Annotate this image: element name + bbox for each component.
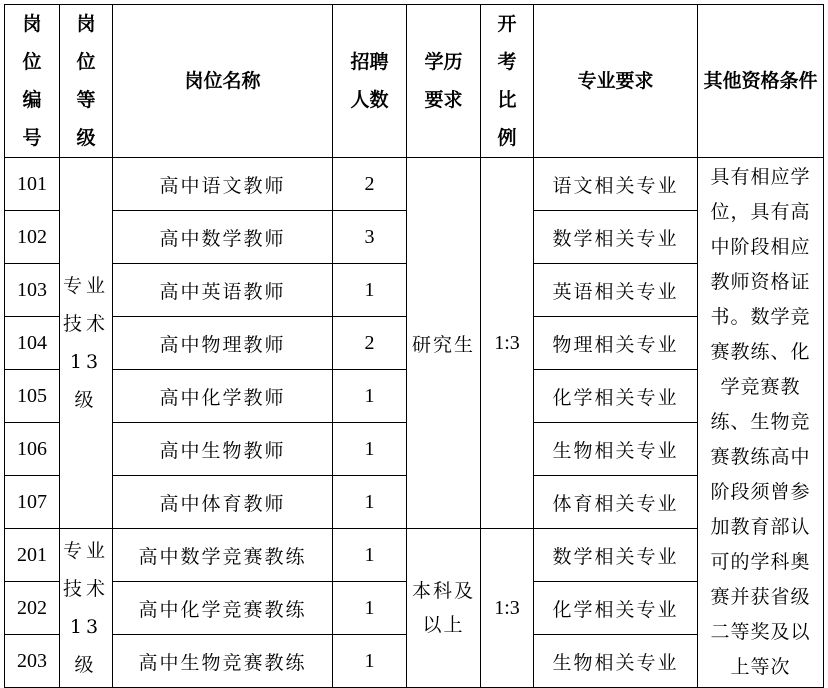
post-name: 高中体育教师 (113, 476, 333, 529)
post-code: 103 (5, 264, 60, 317)
major-requirement: 英语相关专业 (534, 264, 698, 317)
education-requirement (407, 529, 481, 688)
hire-count: 1 (333, 476, 407, 529)
post-name: 高中物理教师 (113, 317, 333, 370)
post-level (60, 529, 113, 688)
exam-ratio: 1:3 (481, 529, 534, 688)
major-requirement: 语文相关专业 (534, 158, 698, 211)
post-name: 高中化学教师 (113, 370, 333, 423)
table-row (5, 158, 824, 211)
hire-count: 2 (333, 158, 407, 211)
exam-ratio: 1:3 (481, 158, 534, 529)
major-requirement: 物理相关专业 (534, 317, 698, 370)
post-name: 高中化学竞赛教练 (113, 582, 333, 635)
major-requirement: 生物相关专业 (534, 635, 698, 688)
post-code: 104 (5, 317, 60, 370)
major-requirement: 体育相关专业 (534, 476, 698, 529)
header-name: 岗位名称 (113, 5, 333, 158)
post-code: 201 (5, 529, 60, 582)
post-name: 高中英语教师 (113, 264, 333, 317)
hire-count: 1 (333, 423, 407, 476)
hire-count: 1 (333, 529, 407, 582)
header-other: 其他资格条件 (698, 5, 824, 158)
recruitment-table (4, 4, 824, 688)
major-requirement: 数学相关专业 (534, 529, 698, 582)
post-level-line: 技术 (62, 578, 109, 600)
post-name: 高中生物教师 (113, 423, 333, 476)
post-code: 203 (5, 635, 60, 688)
post-level-line: 技术 (62, 313, 109, 335)
header-major: 专业要求 (534, 5, 698, 158)
post-level-line: 13 级 (69, 616, 103, 676)
post-code: 107 (5, 476, 60, 529)
header-row (5, 5, 824, 158)
post-code: 105 (5, 370, 60, 423)
hire-count: 1 (333, 635, 407, 688)
post-name: 高中数学教师 (113, 211, 333, 264)
header-count: 招聘人数 (333, 5, 407, 158)
post-level-line: 专业 (62, 275, 109, 297)
major-requirement: 化学相关专业 (534, 370, 698, 423)
header-code: 岗位编号 (5, 5, 60, 158)
education-requirement: 研究生 (407, 158, 481, 529)
post-name: 高中数学竞赛教练 (113, 529, 333, 582)
hire-count: 1 (333, 582, 407, 635)
education-requirement-text: 本科及以上 (411, 580, 475, 636)
other-requirement: 具有相应学位，具有高中阶段相应教师资格证书。数学竞赛教练、化学竞赛教练、生物竞赛教练高中阶段须曾参加教育部认可的学科奥赛并获省级二等奖及以上等次 (698, 158, 824, 688)
hire-count: 1 (333, 370, 407, 423)
post-code: 106 (5, 423, 60, 476)
post-code: 202 (5, 582, 60, 635)
post-level-line: 专业 (62, 540, 109, 562)
header-level: 岗位等级 (60, 5, 113, 158)
hire-count: 3 (333, 211, 407, 264)
major-requirement: 化学相关专业 (534, 582, 698, 635)
major-requirement: 数学相关专业 (534, 211, 698, 264)
hire-count: 2 (333, 317, 407, 370)
hire-count: 1 (333, 264, 407, 317)
post-name: 高中语文教师 (113, 158, 333, 211)
post-name: 高中生物竞赛教练 (113, 635, 333, 688)
post-code: 102 (5, 211, 60, 264)
header-edu: 学历要求 (407, 5, 481, 158)
major-requirement: 生物相关专业 (534, 423, 698, 476)
post-level-line: 13 级 (69, 351, 103, 411)
header-ratio: 开考比例 (481, 5, 534, 158)
post-code: 101 (5, 158, 60, 211)
post-level (60, 158, 113, 529)
